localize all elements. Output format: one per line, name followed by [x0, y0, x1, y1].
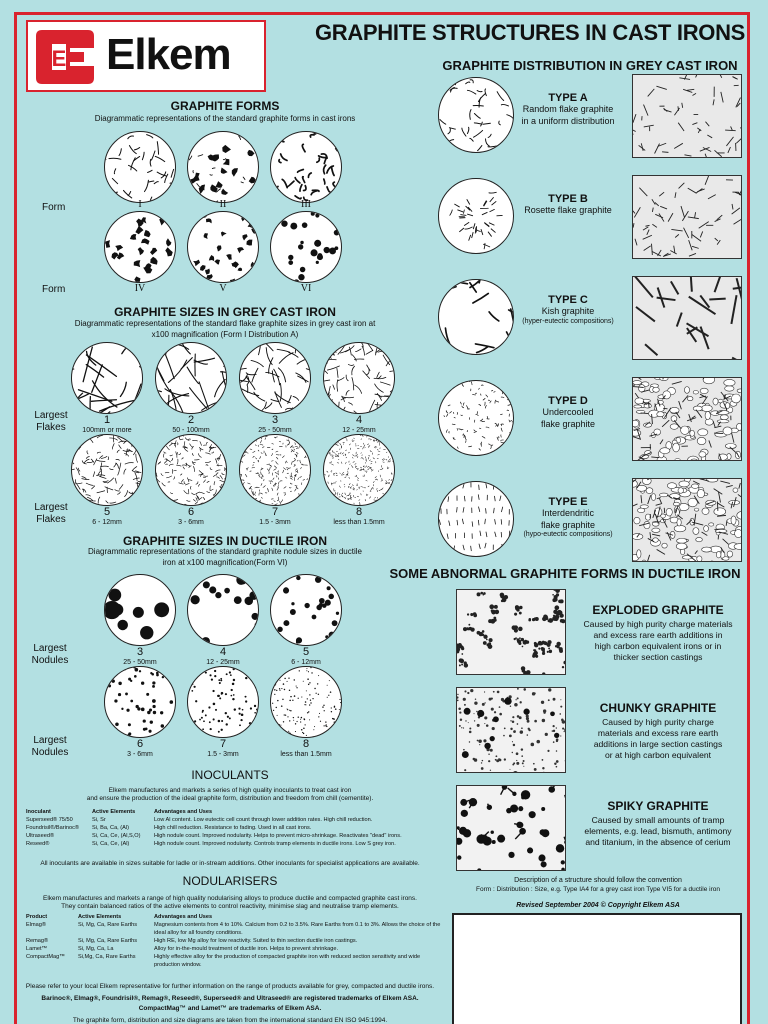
- form-V-circle-pattern: [188, 212, 259, 283]
- inoculants-title: INOCULANTS: [191, 768, 269, 782]
- table-cell: Magnesium contents from 4 to 10%. Calcium from 0.2 to 3.5%. Rare Earths from 0.1 to 3%. Allows the choice of the ideal alloy for all foundry conditions.: [154, 922, 441, 936]
- contact-note: Please refer to your local Elkem representative for further information on the range of products available for grey, compacted and ductile irons.: [25, 983, 435, 990]
- table-row: [24, 824, 444, 832]
- type-a-circle: [438, 77, 514, 153]
- grey-size-number: 7: [271, 506, 279, 518]
- grey-size-6-circle-pattern: [156, 435, 227, 506]
- table-cell: CompactMag™: [26, 954, 65, 960]
- grey-size-4-circle-pattern: [324, 343, 395, 414]
- ductile-size-7-circle-pattern: [188, 667, 259, 738]
- type-name: TYPE E: [548, 496, 588, 508]
- table-header-row: [24, 808, 444, 816]
- table-cell: High RE, low Mg alloy for low reactivity. Suited to thin section ductile iron castings.: [154, 938, 358, 944]
- type-name: TYPE C: [548, 294, 588, 306]
- form-roman-5: V: [219, 283, 227, 294]
- type-description: Interdendritic: [541, 508, 595, 518]
- revised-note: Revised September 2004 © Copyright Elkem ASA: [516, 902, 680, 909]
- table-cell: Si, Ca, Ce, (Al): [92, 841, 130, 847]
- form-IV-circle-pattern: [105, 212, 176, 283]
- ductile-size-number: 4: [219, 646, 227, 658]
- largest-text: Largest: [34, 502, 68, 513]
- form-II-circle: [187, 131, 259, 203]
- ductile-size-range: 6 - 12mm: [291, 659, 321, 666]
- form-I-circle: [104, 131, 176, 203]
- micrograph-pattern: [633, 277, 742, 360]
- abnormal-description: elements, e.g. lead, bismuth, antimony: [584, 826, 732, 836]
- ductile-size-4-circle: [187, 574, 259, 646]
- grey-size-range: less than 1.5mm: [333, 519, 385, 526]
- convention-line-1: Description of a structure should follow the convention: [514, 877, 682, 884]
- ductile-size-number: 5: [302, 646, 310, 658]
- abnormal-name: CHUNKY GRAPHITE: [599, 701, 717, 715]
- ductile-size-number: 6: [136, 738, 144, 750]
- grey-size-range: 50 - 100mm: [172, 427, 210, 434]
- abnormal-description: thicker section castings: [613, 652, 703, 662]
- nodules-text: Nodules: [31, 747, 69, 758]
- type-description: Kish graphite: [541, 306, 595, 316]
- table-header: Active Elements: [78, 914, 122, 920]
- abnormal-description: and titanium, in the absence of cerium: [585, 837, 731, 847]
- nodularisers-intro-2: They contain balanced ratios of the active elements to control reactivity, minimise slag and neutralise tramp elements.: [61, 903, 399, 910]
- largest-nodules-label-2: [22, 735, 78, 759]
- form-roman-6: VI: [300, 283, 312, 294]
- micrograph-pattern: [633, 75, 742, 158]
- abnormal-description: Caused by high purity charge: [602, 717, 714, 727]
- table-cell: Ultraseed®: [26, 833, 55, 839]
- grey-size-3-circle-pattern: [240, 343, 311, 414]
- grey-sizes-subtitle-2: x100 magnification (Form I Distribution A): [151, 330, 299, 339]
- table-cell: Low Al content. Low eutectic cell count through lower addition rates. High chill reduction.: [154, 817, 373, 823]
- table-cell: Si, Sr: [92, 817, 106, 823]
- grey-size-2-circle: [155, 342, 227, 414]
- distribution-title: GRAPHITE DISTRIBUTION IN GREY CAST IRON: [442, 58, 738, 73]
- flakes-text: Flakes: [36, 514, 66, 525]
- table-cell: High chill reduction. Resistance to fading. Used in all cast irons.: [154, 825, 312, 831]
- table-row: [24, 945, 444, 953]
- table-row: [24, 921, 444, 937]
- form-VI-circle-pattern: [271, 212, 342, 283]
- convention-line-2: Form : Distribution : Size, e.g. Type IA4 for a grey cast iron Type VI5 for a ductile iron: [476, 886, 720, 893]
- table-cell: Si, Ca, Ce, (Al,S,O): [92, 833, 141, 839]
- ductile-size-range: 12 - 25mm: [206, 659, 240, 666]
- grey-size-number: 2: [187, 414, 195, 426]
- inoculants-table: [24, 808, 444, 848]
- grey-size-5-circle: [71, 434, 143, 506]
- table-cell: Remag®: [26, 938, 49, 944]
- abnormal-title: SOME ABNORMAL GRAPHITE FORMS IN DUCTILE IRON: [389, 566, 741, 581]
- nodularisers-title: NODULARISERS: [182, 874, 278, 888]
- largest-text: Largest: [33, 643, 67, 654]
- type-micrograph: [632, 175, 742, 259]
- grey-size-number: 8: [355, 506, 363, 518]
- table-cell: High nodule count. Improved nodularity. Helps to prevent micro-shrinkage. Reactivates "dead" irons.: [154, 833, 402, 839]
- trademarks-line-2: CompactMag™ and Lamet™ are trademarks of Elkem ASA.: [138, 1005, 322, 1012]
- form-roman-4: IV: [134, 283, 146, 294]
- micrograph-pattern: [633, 479, 742, 562]
- ductile-size-6-circle-pattern: [105, 667, 176, 738]
- page-title: GRAPHITE STRUCTURES IN CAST IRONS: [314, 20, 746, 45]
- type-description: Rosette flake graphite: [524, 205, 612, 215]
- grey-size-range: 3 - 6mm: [178, 519, 204, 526]
- abnormal-description: or at high carbon equivalent: [604, 750, 712, 760]
- abnormal-pattern: [457, 786, 566, 871]
- grey-size-range: 25 - 50mm: [258, 427, 292, 434]
- grey-size-8-circle-pattern: [324, 435, 395, 506]
- type-description: Random flake graphite: [522, 104, 614, 114]
- form-roman-1: I: [138, 199, 142, 210]
- inoculants-intro-2: and ensure the production of the ideal graphite form, distribution and freedom from chill (cementite).: [86, 795, 374, 802]
- ductile-size-8-circle: [270, 666, 342, 738]
- brand-name: Elkem: [106, 30, 231, 79]
- table-cell: Si, Mg, Ca, Rare Earths: [78, 938, 138, 944]
- grey-size-1-circle: [71, 342, 143, 414]
- ductile-size-range: 25 - 50mm: [123, 659, 157, 666]
- table-header: Active Elements: [92, 809, 136, 815]
- ductile-sizes-title: GRAPHITE SIZES IN DUCTILE IRON: [122, 534, 327, 548]
- abnormal-description: Caused by small amounts of tramp: [591, 815, 725, 825]
- ductile-size-range: less than 1.5mm: [280, 751, 332, 758]
- form-III-circle: [270, 131, 342, 203]
- footnote: The graphite form, distribution and size diagrams are taken from the international standard EN ISO 945:1994.: [72, 1017, 388, 1024]
- abnormal-micrograph: [456, 785, 566, 871]
- abnormal-name: EXPLODED GRAPHITE: [592, 603, 724, 617]
- table-row: [24, 937, 444, 945]
- grey-size-6-circle: [155, 434, 227, 506]
- ductile-size-number: 8: [302, 738, 310, 750]
- elkem-e-icon: [34, 28, 96, 86]
- ductile-size-8-circle-pattern: [271, 667, 342, 738]
- form-VI-circle: [270, 211, 342, 283]
- grey-size-number: 4: [355, 414, 363, 426]
- inoculants-note: All inoculants are available in sizes suitable for ladle or in-stream additions. Other inoculants for specialist applications are available.: [40, 860, 420, 867]
- table-row: [24, 953, 444, 969]
- table-cell: Si, Mg, Ca, Rare Earths: [78, 922, 138, 928]
- ductile-sizes-subtitle-1: Diagrammatic representations of the standard graphite nodule sizes in ductile: [88, 547, 362, 556]
- grey-size-4-circle: [323, 342, 395, 414]
- largest-text: Largest: [34, 410, 68, 421]
- type-description: Undercooled: [542, 407, 594, 417]
- micrograph-pattern: [633, 176, 742, 259]
- form-I-circle-pattern: [105, 132, 176, 203]
- grey-sizes-subtitle-1: Diagrammatic representations of the standard flake graphite sizes in grey cast iron at: [74, 319, 376, 328]
- ductile-size-range: 1.5 - 3mm: [207, 751, 239, 758]
- grey-size-range: 6 - 12mm: [92, 519, 122, 526]
- table-cell: Si, Mg, Ca, La: [78, 946, 114, 952]
- grey-size-range: 1.5 - 3mm: [259, 519, 291, 526]
- type-c-circle: [438, 279, 514, 355]
- grey-size-range: 12 - 25mm: [342, 427, 376, 434]
- ductile-size-number: 7: [219, 738, 227, 750]
- form-label-2: Form: [42, 284, 66, 295]
- type-d-circle: [438, 380, 514, 456]
- grey-size-2-circle-pattern: [156, 343, 227, 414]
- abnormal-pattern: [457, 688, 566, 773]
- abnormal-description: Caused by high purity charge materials: [583, 619, 733, 629]
- grey-size-5-circle-pattern: [72, 435, 143, 506]
- table-cell: Si,Mg, Ca, Rare Earths: [78, 954, 136, 960]
- grey-size-7-circle-pattern: [240, 435, 311, 506]
- table-header: Product: [26, 914, 48, 920]
- ductile-size-range: 3 - 6mm: [127, 751, 153, 758]
- type-e-circle: [438, 481, 514, 557]
- ductile-size-5-circle: [270, 574, 342, 646]
- nodules-text: Nodules: [31, 655, 69, 666]
- grey-size-7-circle: [239, 434, 311, 506]
- type-description: (hypo-eutectic compositions): [523, 531, 613, 538]
- table-cell: Superseed® 75/50: [26, 817, 73, 823]
- largest-nodules-label-1: [22, 643, 78, 667]
- form-roman-2: II: [219, 199, 227, 210]
- grey-size-number: 5: [103, 506, 111, 518]
- ductile-size-number: 3: [136, 646, 144, 658]
- grey-size-number: 3: [271, 414, 279, 426]
- abnormal-micrograph: [456, 687, 566, 773]
- ductile-sizes-subtitle-2: iron at x100 magnification(Form VI): [162, 558, 288, 567]
- type-b-circle: [438, 178, 514, 254]
- grey-size-8-circle: [323, 434, 395, 506]
- trademarks-line-1: Barinoc®, Elmag®, Foundrisil®, Remag®, Reseed®, Superseed® and Ultraseed® are registered trademarks of Elkem ASA.: [41, 995, 419, 1002]
- nodularisers-table: [24, 913, 444, 969]
- form-V-circle: [187, 211, 259, 283]
- grey-size-number: 6: [187, 506, 195, 518]
- table-header-row: [24, 913, 444, 921]
- table-row: [24, 816, 444, 824]
- type-micrograph: [632, 276, 742, 360]
- table-cell: Lamet™: [26, 946, 48, 952]
- type-description: flake graphite: [540, 520, 596, 530]
- table-header: Inoculant: [26, 809, 51, 815]
- svg-text:E: E: [51, 46, 67, 71]
- ductile-size-6-circle: [104, 666, 176, 738]
- grey-size-3-circle: [239, 342, 311, 414]
- type-micrograph: [632, 74, 742, 158]
- table-cell: Reseed®: [26, 841, 50, 847]
- abnormal-name: SPIKY GRAPHITE: [607, 799, 709, 813]
- flakes-text: Flakes: [36, 422, 66, 433]
- ductile-size-7-circle: [187, 666, 259, 738]
- nodularisers-intro-1: Elkem manufactures and markets a range of high quality nodularising alloys to produce ductile and compacted graphite cast irons.: [43, 895, 417, 902]
- forms-subtitle: Diagrammatic representations of the standard graphite forms in cast irons: [94, 114, 356, 123]
- type-name: TYPE A: [548, 92, 588, 104]
- table-cell: High nodule count. Improved nodularity. Controls tramp elements in ductile irons. Low S grey iron.: [154, 841, 396, 847]
- type-name: TYPE D: [548, 395, 588, 407]
- type-description: in a uniform distribution: [521, 116, 615, 126]
- table-cell: Foundrisil®/Barinoc®: [26, 825, 80, 831]
- table-row: [24, 832, 444, 840]
- type-micrograph: [632, 478, 742, 562]
- grey-size-1-circle-pattern: [72, 343, 143, 414]
- ductile-size-4-circle-pattern: [188, 575, 259, 646]
- table-header: Advantages and Uses: [154, 809, 213, 815]
- micrograph-pattern: [633, 378, 742, 461]
- table-header: Advantages and Uses: [154, 914, 213, 920]
- abnormal-description: high carbon equivalent irons or in: [594, 641, 722, 651]
- forms-title: GRAPHITE FORMS: [170, 99, 280, 113]
- type-name: TYPE B: [548, 193, 588, 205]
- form-IV-circle: [104, 211, 176, 283]
- form-III-circle-pattern: [271, 132, 342, 203]
- type-description: flake graphite: [540, 419, 596, 429]
- table-cell: Si, Ba, Ca, (Al): [92, 825, 129, 831]
- ductile-size-3-circle: [104, 574, 176, 646]
- abnormal-micrograph: [456, 589, 566, 675]
- form-II-circle-pattern: [188, 132, 259, 203]
- inoculants-intro-1: Elkem manufactures and markets a series of high quality inoculants to treat cast iron: [108, 787, 352, 794]
- grey-sizes-title: GRAPHITE SIZES IN GREY CAST IRON: [114, 305, 336, 319]
- table-row: [24, 840, 444, 848]
- table-cell: Highly effective alloy for the production of compacted graphite iron with reduced section sensitivity and wide production window.: [154, 954, 421, 968]
- blank-box: [452, 913, 742, 1024]
- ductile-size-3-circle-pattern: [105, 575, 176, 646]
- grey-size-number: 1: [103, 414, 111, 426]
- largest-text: Largest: [33, 735, 67, 746]
- abnormal-description: additions in large section castings: [593, 739, 723, 749]
- form-label-1: Form: [42, 202, 66, 213]
- elkem-logo: [26, 20, 266, 92]
- table-cell: Elmag®: [26, 922, 46, 928]
- type-micrograph: [632, 377, 742, 461]
- grey-size-range: 100mm or more: [82, 427, 132, 434]
- abnormal-pattern: [457, 590, 566, 675]
- type-description: (hyper-eutectic compositions): [522, 318, 614, 325]
- abnormal-description: and excess rare earth additions in: [593, 630, 723, 640]
- abnormal-description: materials and excess rare earth: [597, 728, 719, 738]
- table-cell: Alloy for in-the-mould treatment of ductile iron. Helps to prevent shrinkage.: [154, 946, 339, 952]
- type-b-circle-pattern: [439, 179, 514, 254]
- form-roman-3: III: [301, 199, 311, 210]
- ductile-size-5-circle-pattern: [271, 575, 342, 646]
